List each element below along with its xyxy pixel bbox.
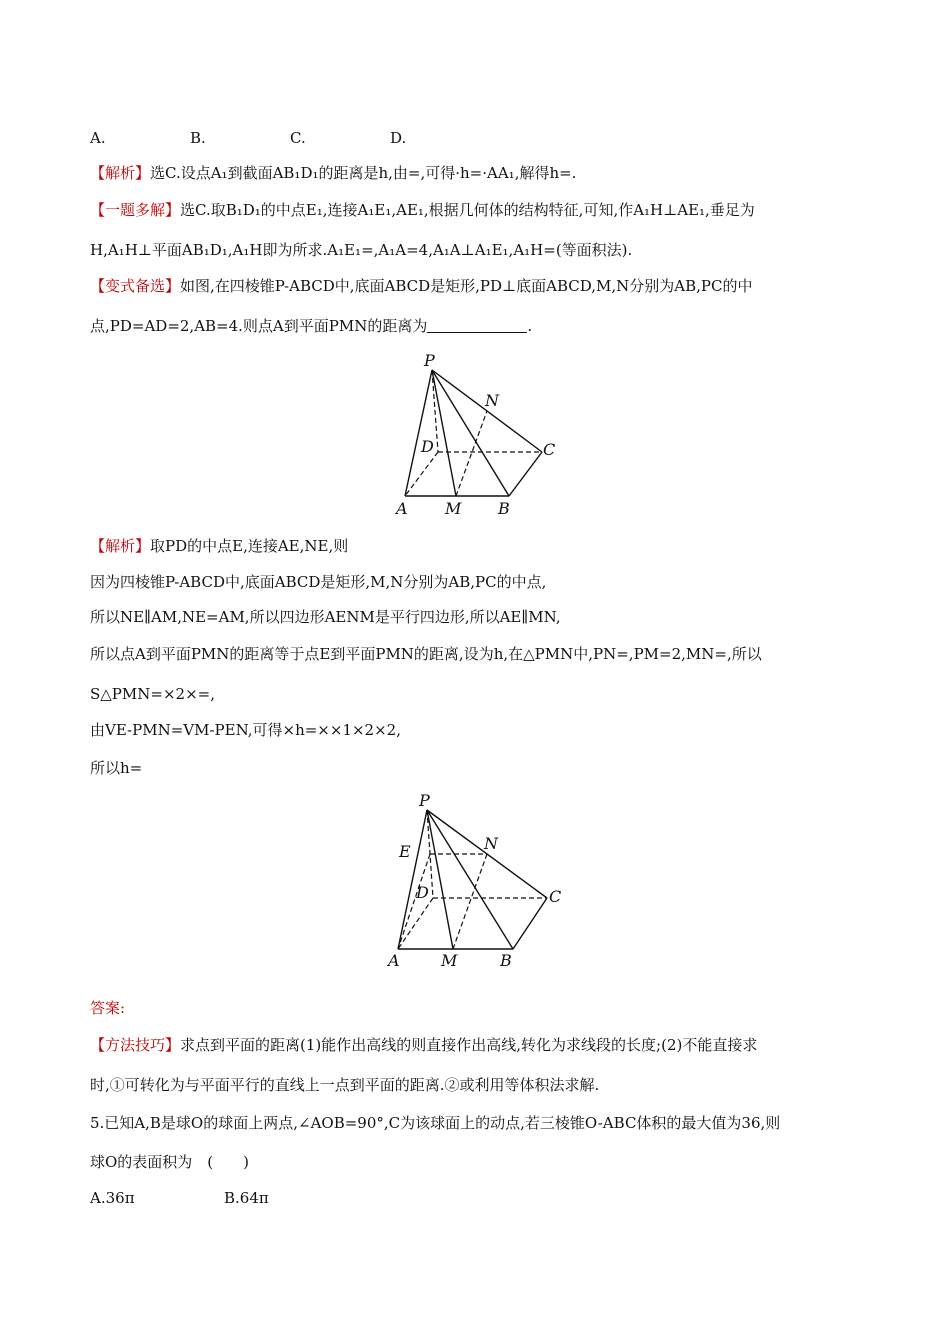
- fig2-label-n: N: [484, 834, 498, 853]
- option-a: A.: [90, 129, 106, 147]
- q5-options: [90, 1188, 269, 1208]
- option-c: C.: [290, 129, 306, 147]
- option-b: B.: [190, 129, 206, 147]
- fig2-label-d: D: [416, 883, 429, 902]
- bianshi-text2-end: .: [527, 317, 533, 335]
- bianshi-text1: 如图,在四棱锥P-ABCD中,底面ABCD是矩形,PD⊥底面ABCD,M,N分别为AB,PC的中: [180, 277, 753, 295]
- jiexi1-line: [90, 163, 576, 183]
- fangfa-tag: 【方法技巧】: [90, 1036, 181, 1054]
- fig2-label-c: C: [549, 887, 562, 906]
- answer-label: 答案:: [90, 999, 126, 1017]
- fig1-label-b: B: [498, 499, 510, 518]
- duojie-line2: H,A₁H⊥平面AB₁D₁,A₁H即为所求.A₁E₁=,A₁A=4,A₁A⊥A₁E₁,A₁H=(等面积法).: [90, 241, 633, 259]
- fig1-label-n: N: [485, 391, 499, 410]
- fangfa-text1: 求点到平面的距离(1)能作出高线的则直接作出高线,转化为求线段的长度;(2)不能直接求: [180, 1036, 758, 1054]
- q5-line1: 5.已知A,B是球O的球面上两点,∠AOB=90°,C为该球面上的动点,若三棱锥O-ABC体积的最大值为36,则: [90, 1114, 781, 1132]
- q5-option-b: B.64π: [224, 1189, 269, 1207]
- duojie-tag: 【一题多解】: [90, 201, 181, 219]
- top-options: [90, 128, 490, 148]
- duojie-text1: 选C.取B₁D₁的中点E₁,连接A₁E₁,AE₁,根据几何体的结构特征,可知,作A₁H⊥AE₁,垂足为: [180, 201, 755, 219]
- jiexi2-tag: 【解析】: [90, 537, 151, 555]
- jiexi2-text1: 取PD的中点E,连接AE,NE,则: [150, 537, 349, 555]
- q5-option-a: A.36π: [90, 1189, 135, 1207]
- fig1-label-p: P: [424, 351, 435, 370]
- jiexi2-line7: 所以h=: [90, 759, 143, 777]
- jiexi2-line4: 所以点A到平面PMN的距离等于点E到平面PMN的距离,设为h,在△PMN中,PN=,PM=2,MN=,所以: [90, 645, 762, 663]
- fig1-label-a: A: [396, 499, 408, 518]
- fig1-dashed-lines: [405, 370, 542, 496]
- fig2-dashed-lines: [398, 810, 547, 949]
- q5-line2: 球O的表面积为 ( ): [90, 1153, 250, 1171]
- pyramid-figure-2: [380, 790, 570, 970]
- fangfa-line2: 时,①可转化为与平面平行的直线上一点到平面的距离.②或利用等体积法求解.: [90, 1076, 600, 1094]
- jiexi1-text: 选C.设点A₁到截面AB₁D₁的距离是h,由=,可得·h=·AA₁,解得h=.: [150, 164, 577, 182]
- duojie-line1: [90, 200, 755, 220]
- jiexi1-tag: 【解析】: [90, 164, 151, 182]
- fig2-label-m: M: [441, 951, 458, 970]
- fig2-label-p: P: [419, 791, 430, 810]
- fig1-label-d: D: [421, 437, 434, 456]
- fig2-label-a: A: [388, 951, 400, 970]
- jiexi2-line2: 因为四棱锥P-ABCD中,底面ABCD是矩形,M,N分别为AB,PC的中点,: [90, 573, 547, 591]
- pyramid-figure-1: [385, 348, 565, 520]
- answer-blank: [427, 318, 527, 333]
- fig2-lines: [398, 810, 547, 949]
- jiexi2-line1: [90, 536, 348, 556]
- fig2-label-b: B: [500, 951, 512, 970]
- jiexi2-line3: 所以NE∥AM,NE=AM,所以四边形AENM是平行四边形,所以AE∥MN,: [90, 608, 561, 626]
- fig1-label-m: M: [445, 499, 462, 518]
- fig1-lines: [405, 370, 542, 496]
- bianshi-line1: [90, 276, 752, 296]
- option-d: D.: [390, 129, 407, 147]
- bianshi-tag: 【变式备选】: [90, 277, 181, 295]
- jiexi2-line6: 由VE-PMN=VM-PEN,可得×h=××1×2×2,: [90, 721, 401, 739]
- jiexi2-line5: S△PMN=×2×=,: [90, 685, 215, 703]
- fig1-label-c: C: [543, 440, 556, 459]
- bianshi-line2: [90, 316, 532, 336]
- bianshi-text2: 点,PD=AD=2,AB=4.则点A到平面PMN的距离为: [90, 317, 428, 335]
- fig2-label-e: E: [399, 842, 411, 861]
- fangfa-line1: [90, 1035, 757, 1055]
